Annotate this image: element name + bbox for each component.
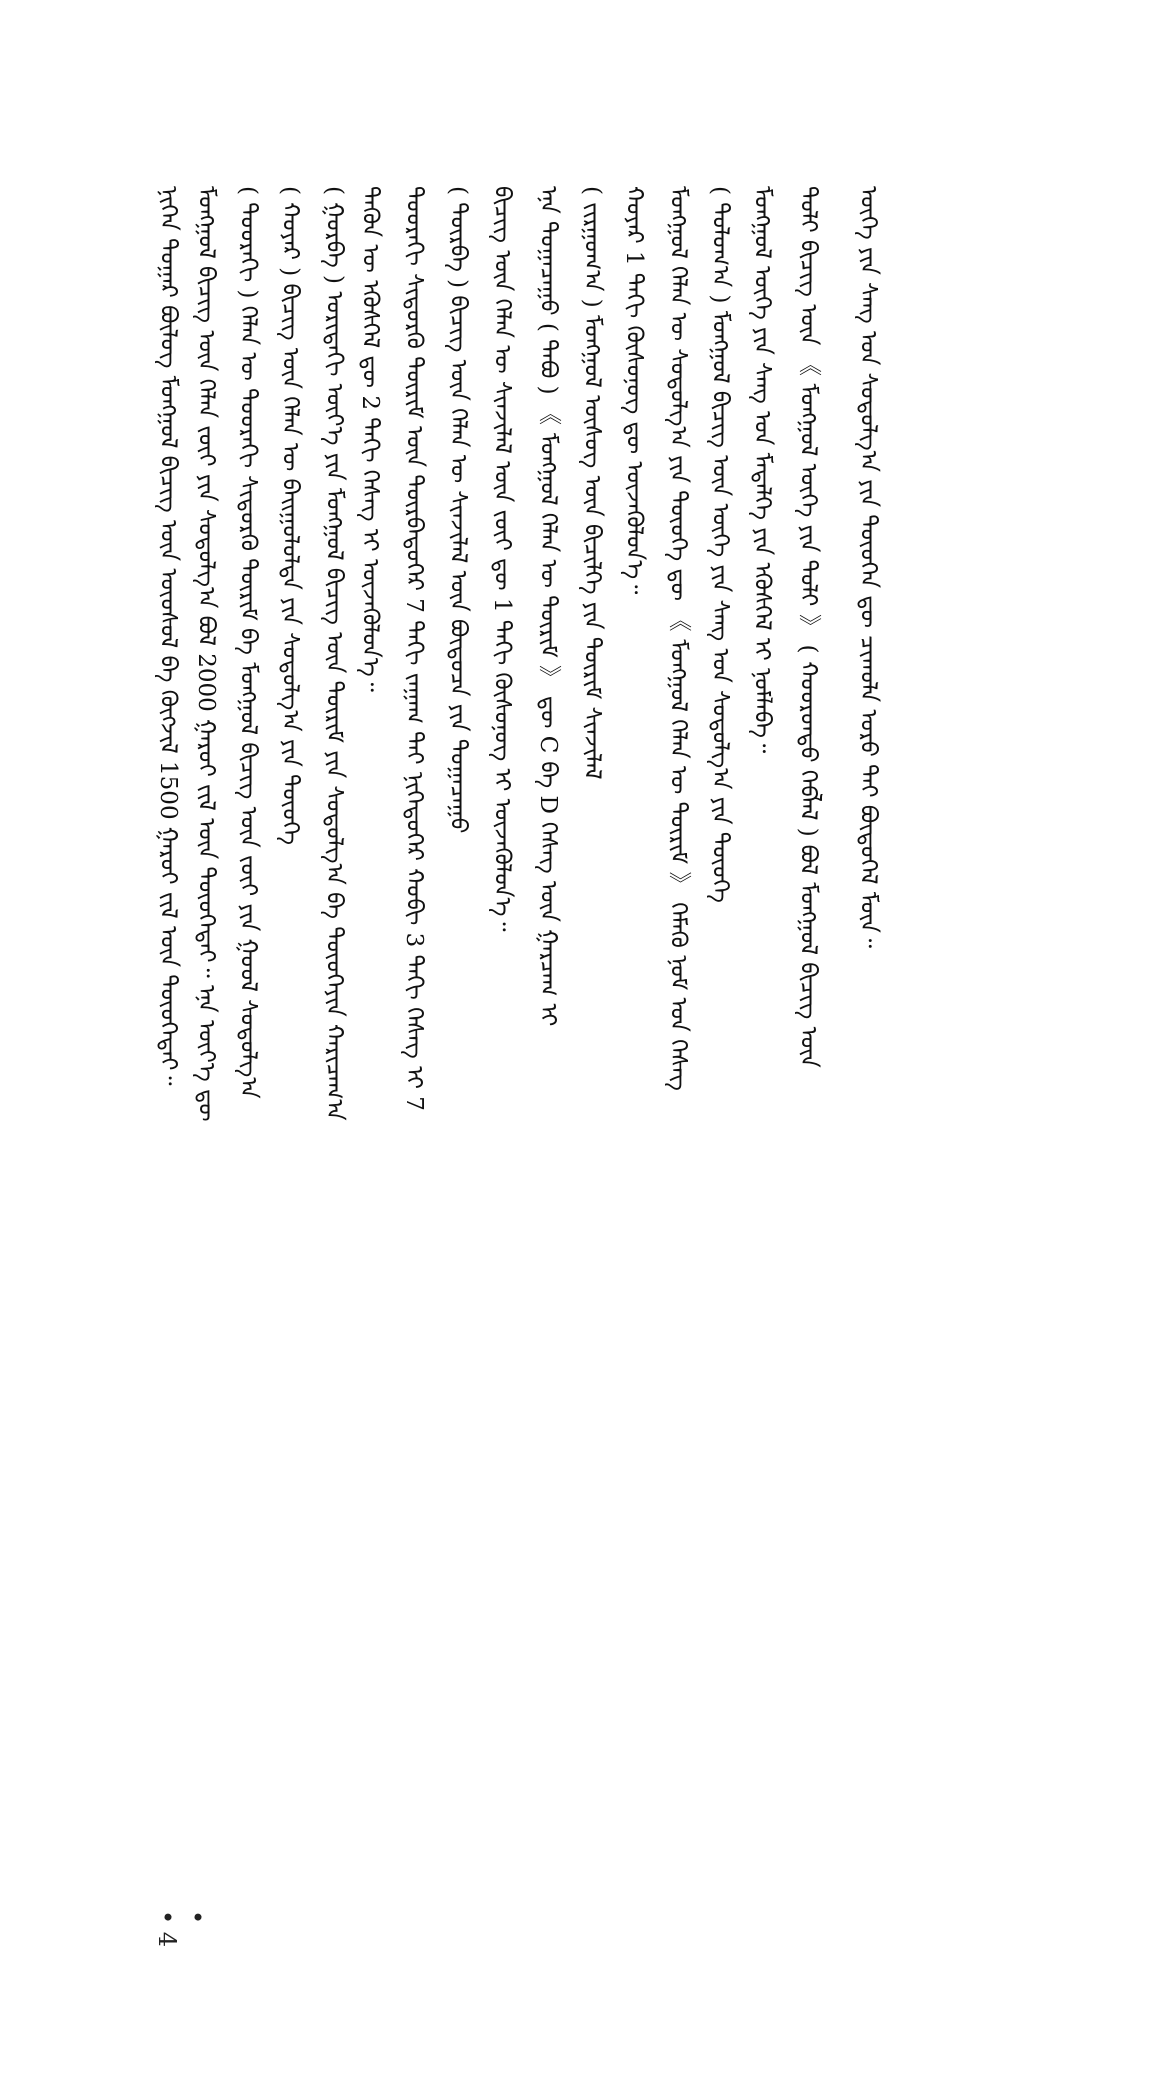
text-column: ᠲᠡᠭᠦᠨ ᠦ ᠡᠭᠦᠰᠬᠡᠯ ᠳᠦ 2 ᠳᠠᠬᠢ ᠬᠡᠰᠡᠭ ᠢ ᠦᠵᠡᠭᠦᠯᠦᠨ᠎ᠡ᠃: [357, 186, 383, 692]
text-column: ᠬᠣᠶᠠᠷ 1 ᠳᠠᠬᠢ ᠬᠦᠰᠦᠨᠦᠭ ᠳᠦ ᠦᠵᠡᠭᠦᠯᠦᠨ᠎ᠡ᠃: [621, 186, 647, 595]
text-column: ᠮᠣᠩᠭᠣᠯ ᠪᠢᠴᠢᠭ᠌ ᠦᠨ ᠬᠡᠯᠡᠨ ᠵᠦᠢ ᠶᠢᠨ ᠰᠤᠳᠤᠯᠭ᠎ᠠ ᠪᠣᠯ 2000 ᠭᠠᠷᠣᠶ ᠵᠢᠯ ᠦᠨ ᠲᠦᠦᠬᠡᠲᠡᠢ᠃ ᠡᠨᠡ ᠦᠶ᠎ᠡ ᠳᠦ: [193, 186, 219, 1122]
text-column: ᠳᠣᠣᠷᠠᠬᠢ ᠰᠢᠳᠦᠷᠭᠦ ᠳᠦᠷᠢᠮ ᠦᠨ ᠳᠦᠷᠪᠡᠳᠦᠭᠡᠷ 7 ᠳᠠᠬᠢ ᠵᠠᠭᠠᠭ ᠲᠠᠢ ᠨᠢᠭᠡᠳᠦᠭᠡᠷ ᠬᠤᠪᠢ 3 ᠳᠠᠬᠢ ᠬᠡᠰᠡᠭ ᠢ 7: [401, 186, 427, 1111]
text-column: ( ᠬᠤᠶᠠᠷ ) ᠪᠢᠴᠢᠭ᠌ ᠦᠨ ᠬᠡᠯᠡᠨ ᠦ ᠪᠠᠢᠭᠤᠯᠤᠯᠲᠠ ᠶᠢᠨ ᠰᠤᠳᠤᠯᠭ᠎ᠠ ᠶᠢᠨ ᠲᠦᠦᠬᠡ: [277, 186, 303, 846]
text-column: ᠦᠭᠡ ᠶᠢᠨ ᠰᠠᠩ ᠤᠨ ᠰᠤᠳᠤᠯᠭ᠎ᠠ ᠶᠢᠨ ᠲᠦᠦᠬᠡᠨ ᠳᠦ ᠴᠢᠬᠤᠯᠠ ᠣᠷᠣ ᠲᠠᠢ ᠪᠦᠲᠦᠭᠡᠯ ᠮᠥᠨ᠃: [855, 186, 881, 948]
text-column: ( ᠭᠤᠷᠪᠠ ) ᠤᠷᠢᠳᠠᠬᠢ ᠦᠶ᠎ᠡ ᠶᠢᠨ ᠮᠣᠩᠭᠣᠯ ᠪᠢᠴᠢᠭ᠌ ᠦᠨ ᠳᠦᠷᠢᠮ ᠶᠢᠨ ᠰᠤᠳᠤᠯᠭ᠎ᠠ ᠪᠠ ᠲᠦᠦᠬᠡᠶᠢᠨ ᠬᠠᠷᠢᠴᠠᠭ᠎ᠠ: [321, 186, 347, 1121]
text-column: ( ᠳᠣᠣᠷᠠᠬᠢ ) ᠬᠡᠯᠡᠨ ᠦ ᠳᠣᠣᠷᠠᠬᠢ ᠰᠢᠳᠦᠷᠭᠦ ᠳᠦᠷᠢᠮ ᠪᠠ ᠮᠣᠩᠭᠣᠯ ᠪᠢᠴᠢᠭ᠌ ᠦᠨ ᠵᠦᠢ ᠶᠢᠨ ᠭᠣᠣᠯ ᠰᠤᠳᠤᠯᠭ᠎ᠠ: [235, 186, 261, 1099]
text-column: ᠨᠢᠭᠡᠨ ᠳᠤᠭᠠᠷ ᠪᠦᠯᠦᠭ ᠮᠣᠩᠭᠣᠯ ᠪᠢᠴᠢᠭ᠌ ᠦᠨ ᠦᠦᠰᠦᠯ ᠪᠠ ᠬᠦᠭᠵᠢᠯ 1500 ᠭᠠᠷᠣᠶ ᠵᠢᠯ ᠦᠨ ᠲᠦᠦᠬᠡᠲᠡᠢ᠃: [155, 186, 181, 1086]
text-column: ᠮᠣᠩᠭᠣᠯ ᠬᠡᠯᠡᠨ ᠦ ᠰᠤᠳᠤᠯᠭ᠎ᠠ ᠶᠢᠨ ᠲᠦᠦᠬᠡ ᠳᠦ 《 ᠮᠣᠩᠭᠣᠯ ᠬᠡᠯᠡᠨ ᠦ ᠳᠦᠷᠢᠮ 》 ᠬᠡᠮᠡᠬᠦ ᠨᠣᠮ ᠤᠨ ᠬᠡᠰᠡᠭ: [665, 186, 691, 1091]
text-column: ᠪᠢᠴᠢᠭ᠌ ᠦᠨ ᠬᠡᠯᠡᠨ ᠦ ᠰᠢᠨᠵᠢᠯᠡᠯ ᠦᠨ ᠵᠦᠢ ᠳᠦ 1 ᠳᠠᠬᠢ ᠬᠦᠰᠦᠨᠦᠭ ᠢ ᠦᠵᠡᠭᠦᠯᠦᠨ᠎ᠡ᠃: [489, 186, 515, 932]
text-column: ᠮᠣᠩᠭᠣᠯ ᠦᠭᠡ ᠶᠢᠨ ᠰᠠᠩ ᠤᠨ ᠮᠡᠳᠡᠯᠭᠡ ᠶᠢᠨ ᠡᠭᠦᠰᠬᠡᠯ ᠢ ᠨᠣᠮᠯᠠᠪᠠ᠃: [749, 186, 775, 754]
text-column: ᠡᠨᠡ ᠲᠣᠭᠠᠴᠠᠭᠤ ( ᠲᠠᠪᠤ ) 《 ᠮᠣᠩᠭᠣᠯ ᠬᠡᠯᠡᠨ ᠦ ᠳᠦᠷᠢᠮ 》 ᠳᠦ C ᠪᠠ D ᠬᠡᠰᠡᠭ ᠦᠨ ᠭᠠᠷᠴᠠᠭ ᠢ: [535, 186, 561, 1027]
body-text: [152, 186, 952, 1886]
text-column: ( ᠳᠥᠷᠪᠡ ) ᠪᠢᠴᠢᠭ᠌ ᠦᠨ ᠬᠡᠯᠡᠨ ᠦ ᠰᠢᠨᠵᠢᠯᠡᠯ ᠦᠨ ᠪᠦᠲᠦᠴᠡ ᠶᠢᠨ ᠲᠣᠭᠠᠴᠠᠭᠤ: [445, 186, 471, 834]
text-column: ᠲᠣᠯᠢ ᠪᠢᠴᠢᠭ ᠦᠨ 《 ᠮᠣᠩᠭᠣᠯ ᠦᠭᠡ ᠶᠢᠨ ᠲᠣᠯᠢ 》 ( ᠬᠣᠣᠷᠣᠨᠳᠤ ᠬᠡᠪᠯᠡᠯ ) ᠪᠣᠯ ᠮᠣᠩᠭᠣᠯ ᠪᠢᠴᠢᠭ᠌ ᠦᠨ: [795, 186, 821, 1068]
text-column: ( ᠵᠢᠷᠭᠤᠭ᠎ᠠ ) ᠮᠣᠩᠭᠣᠯ ᠦᠰᠦᠭ ᠦᠨ ᠪᠢᠴᠢᠯᠭᠡ ᠶᠢᠨ ᠳᠦᠷᠢᠮ ᠰᠢᠨᠵᠢᠯᠡᠯ: [579, 186, 605, 780]
page-number: • 4 •: [153, 1910, 211, 1948]
text-column: ( ᠳᠣᠯᠣᠭ᠎ᠠ ) ᠮᠣᠩᠭᠣᠯ ᠪᠢᠴᠢᠭ᠌ ᠦᠨ ᠦᠭᠡ ᠶᠢᠨ ᠰᠠᠩ ᠤᠨ ᠰᠤᠳᠤᠯᠭ᠎ᠠ ᠶᠢᠨ ᠲᠦᠦᠬᠡ: [707, 186, 733, 903]
